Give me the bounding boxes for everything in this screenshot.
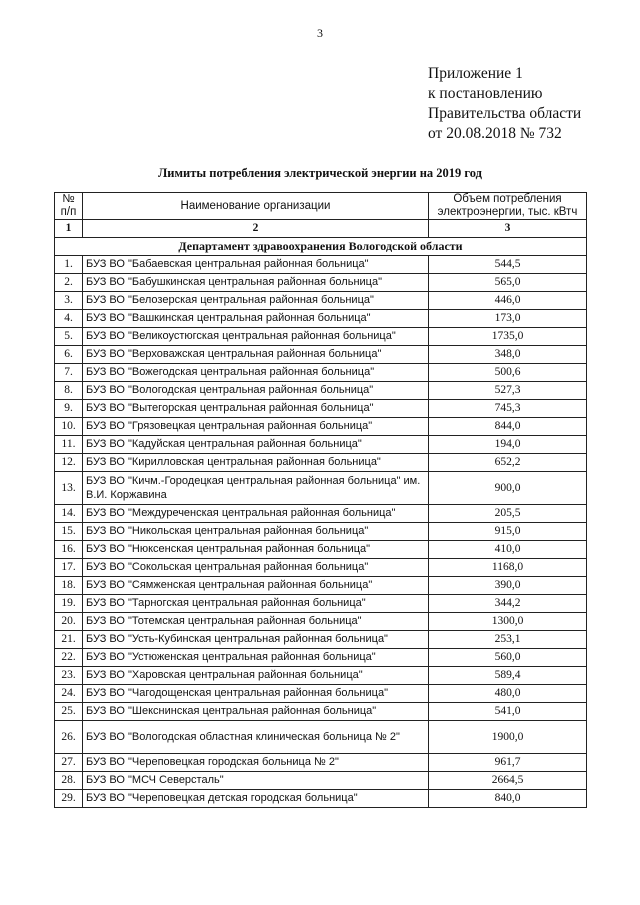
row-number: 2. <box>55 274 83 292</box>
row-organization: БУЗ ВО "Междуреченская центральная районная больница" <box>83 505 429 523</box>
row-number: 21. <box>55 631 83 649</box>
row-organization: БУЗ ВО "Великоустюгская центральная районная больница" <box>83 328 429 346</box>
table-row <box>55 436 587 454</box>
table-row <box>55 649 587 667</box>
table-row <box>55 685 587 703</box>
row-organization: БУЗ ВО "Устюженская центральная районная больница" <box>83 649 429 667</box>
table-row <box>55 505 587 523</box>
row-volume: 1168,0 <box>429 559 587 577</box>
row-organization: БУЗ ВО "Чагодощенская центральная районная больница" <box>83 685 429 703</box>
row-volume: 915,0 <box>429 523 587 541</box>
row-organization: БУЗ ВО "Вашкинская центральная районная больница" <box>83 310 429 328</box>
row-volume: 446,0 <box>429 292 587 310</box>
row-organization: БУЗ ВО "Кичм.-Городецкая центральная районная больница" им. В.И. Коржавина <box>83 472 429 505</box>
row-number: 7. <box>55 364 83 382</box>
limits-table <box>54 192 587 808</box>
header-volume <box>429 193 587 220</box>
row-number: 20. <box>55 613 83 631</box>
row-volume: 410,0 <box>429 541 587 559</box>
row-number: 25. <box>55 703 83 721</box>
row-number: 14. <box>55 505 83 523</box>
row-organization: БУЗ ВО "Тотемская центральная районная больница" <box>83 613 429 631</box>
row-volume: 652,2 <box>429 454 587 472</box>
table-row <box>55 346 587 364</box>
row-organization: БУЗ ВО "Бабушкинская центральная районная больница" <box>83 274 429 292</box>
row-number: 26. <box>55 721 83 754</box>
row-number: 4. <box>55 310 83 328</box>
row-number: 6. <box>55 346 83 364</box>
row-organization: БУЗ ВО "МСЧ Северсталь" <box>83 772 429 790</box>
table-row <box>55 274 587 292</box>
row-volume: 344,2 <box>429 595 587 613</box>
row-volume: 500,6 <box>429 364 587 382</box>
table-row <box>55 541 587 559</box>
table-row <box>55 613 587 631</box>
row-volume: 560,0 <box>429 649 587 667</box>
row-volume: 1900,0 <box>429 721 587 754</box>
row-number: 10. <box>55 418 83 436</box>
table-row <box>55 754 587 772</box>
table-row <box>55 418 587 436</box>
row-organization: БУЗ ВО "Кирилловская центральная районная больница" <box>83 454 429 472</box>
table-row <box>55 256 587 274</box>
row-organization: БУЗ ВО "Тарногская центральная районная больница" <box>83 595 429 613</box>
table-row <box>55 703 587 721</box>
row-organization: БУЗ ВО "Череповецкая городская больница № 2" <box>83 754 429 772</box>
row-volume: 2664,5 <box>429 772 587 790</box>
column-numbers-row <box>55 220 587 238</box>
row-number: 13. <box>55 472 83 505</box>
table-row <box>55 310 587 328</box>
row-volume: 348,0 <box>429 346 587 364</box>
row-number: 22. <box>55 649 83 667</box>
row-organization: БУЗ ВО "Белозерская центральная районная больница" <box>83 292 429 310</box>
row-volume: 589,4 <box>429 667 587 685</box>
row-organization: БУЗ ВО "Нюксенская центральная районная больница" <box>83 541 429 559</box>
table-row <box>55 382 587 400</box>
row-organization: БУЗ ВО "Бабаевская центральная районная больница" <box>83 256 429 274</box>
table-row <box>55 721 587 754</box>
row-volume: 840,0 <box>429 790 587 808</box>
table-row <box>55 667 587 685</box>
row-organization: БУЗ ВО "Сокольская центральная районная больница" <box>83 559 429 577</box>
header-volume-line-2: электроэнергии, тыс. кВтч <box>437 206 578 218</box>
table-row <box>55 559 587 577</box>
row-volume: 1735,0 <box>429 328 587 346</box>
table-header-row <box>55 193 587 220</box>
annex-block <box>428 64 581 144</box>
annex-line-3: Правительства области <box>428 105 582 122</box>
row-volume: 390,0 <box>429 577 587 595</box>
table-row <box>55 595 587 613</box>
table-row <box>55 472 587 505</box>
row-number: 16. <box>55 541 83 559</box>
row-organization: БУЗ ВО "Верховажская центральная районная больница" <box>83 346 429 364</box>
table-row <box>55 772 587 790</box>
header-organization: Наименование организации <box>83 193 429 220</box>
row-organization: БУЗ ВО "Сямженская центральная районная больница" <box>83 577 429 595</box>
row-number: 11. <box>55 436 83 454</box>
row-organization: БУЗ ВО "Шекснинская центральная районная больница" <box>83 703 429 721</box>
row-number: 17. <box>55 559 83 577</box>
row-number: 9. <box>55 400 83 418</box>
header-number <box>55 193 83 220</box>
department-row <box>55 238 587 256</box>
table-row <box>55 523 587 541</box>
row-volume: 527,3 <box>429 382 587 400</box>
table-row <box>55 631 587 649</box>
row-volume: 900,0 <box>429 472 587 505</box>
row-volume: 173,0 <box>429 310 587 328</box>
column-number: 1 <box>55 220 83 238</box>
row-organization: БУЗ ВО "Вожегодская центральная районная больница" <box>83 364 429 382</box>
row-number: 3. <box>55 292 83 310</box>
header-number-line-2: п/п <box>60 206 77 218</box>
document-title: Лимиты потребления электрической энергии на 2019 год <box>157 166 483 180</box>
row-number: 8. <box>55 382 83 400</box>
column-number: 2 <box>83 220 429 238</box>
row-volume: 844,0 <box>429 418 587 436</box>
row-organization: БУЗ ВО "Никольская центральная районная больница" <box>83 523 429 541</box>
row-organization: БУЗ ВО "Вологодская центральная районная больница" <box>83 382 429 400</box>
table-row <box>55 328 587 346</box>
row-organization: БУЗ ВО "Череповецкая детская городская больница" <box>83 790 429 808</box>
row-volume: 194,0 <box>429 436 587 454</box>
row-number: 18. <box>55 577 83 595</box>
row-volume: 961,7 <box>429 754 587 772</box>
row-number: 12. <box>55 454 83 472</box>
row-number: 29. <box>55 790 83 808</box>
row-number: 24. <box>55 685 83 703</box>
row-organization: БУЗ ВО "Харовская центральная районная больница" <box>83 667 429 685</box>
row-organization: БУЗ ВО "Вологодская областная клиническая больница № 2" <box>83 721 429 754</box>
row-number: 28. <box>55 772 83 790</box>
table-row <box>55 400 587 418</box>
table-row <box>55 364 587 382</box>
table-body <box>55 256 587 808</box>
annex-line-1: Приложение 1 <box>428 65 523 82</box>
header-volume-line-1: Объем потребления <box>453 193 562 205</box>
row-organization: БУЗ ВО "Вытегорская центральная районная больница" <box>83 400 429 418</box>
header-number-line-1: № <box>62 193 75 205</box>
table-row <box>55 790 587 808</box>
row-organization: БУЗ ВО "Усть-Кубинская центральная районная больница" <box>83 631 429 649</box>
page-number: 3 <box>317 26 323 40</box>
row-volume: 544,5 <box>429 256 587 274</box>
table-row <box>55 454 587 472</box>
row-volume: 205,5 <box>429 505 587 523</box>
row-volume: 480,0 <box>429 685 587 703</box>
column-number: 3 <box>429 220 587 238</box>
row-number: 1. <box>55 256 83 274</box>
table-row <box>55 292 587 310</box>
row-number: 19. <box>55 595 83 613</box>
table-row <box>55 577 587 595</box>
department-name: Департамент здравоохранения Вологодской области <box>55 238 587 256</box>
row-volume: 541,0 <box>429 703 587 721</box>
row-number: 23. <box>55 667 83 685</box>
row-number: 15. <box>55 523 83 541</box>
annex-line-2: к постановлению <box>428 85 543 102</box>
row-number: 27. <box>55 754 83 772</box>
row-volume: 1300,0 <box>429 613 587 631</box>
row-number: 5. <box>55 328 83 346</box>
row-volume: 565,0 <box>429 274 587 292</box>
annex-line-4: от 20.08.2018 № 732 <box>428 125 562 142</box>
row-organization: БУЗ ВО "Грязовецкая центральная районная больница" <box>83 418 429 436</box>
row-volume: 745,3 <box>429 400 587 418</box>
row-organization: БУЗ ВО "Кадуйская центральная районная больница" <box>83 436 429 454</box>
row-volume: 253,1 <box>429 631 587 649</box>
